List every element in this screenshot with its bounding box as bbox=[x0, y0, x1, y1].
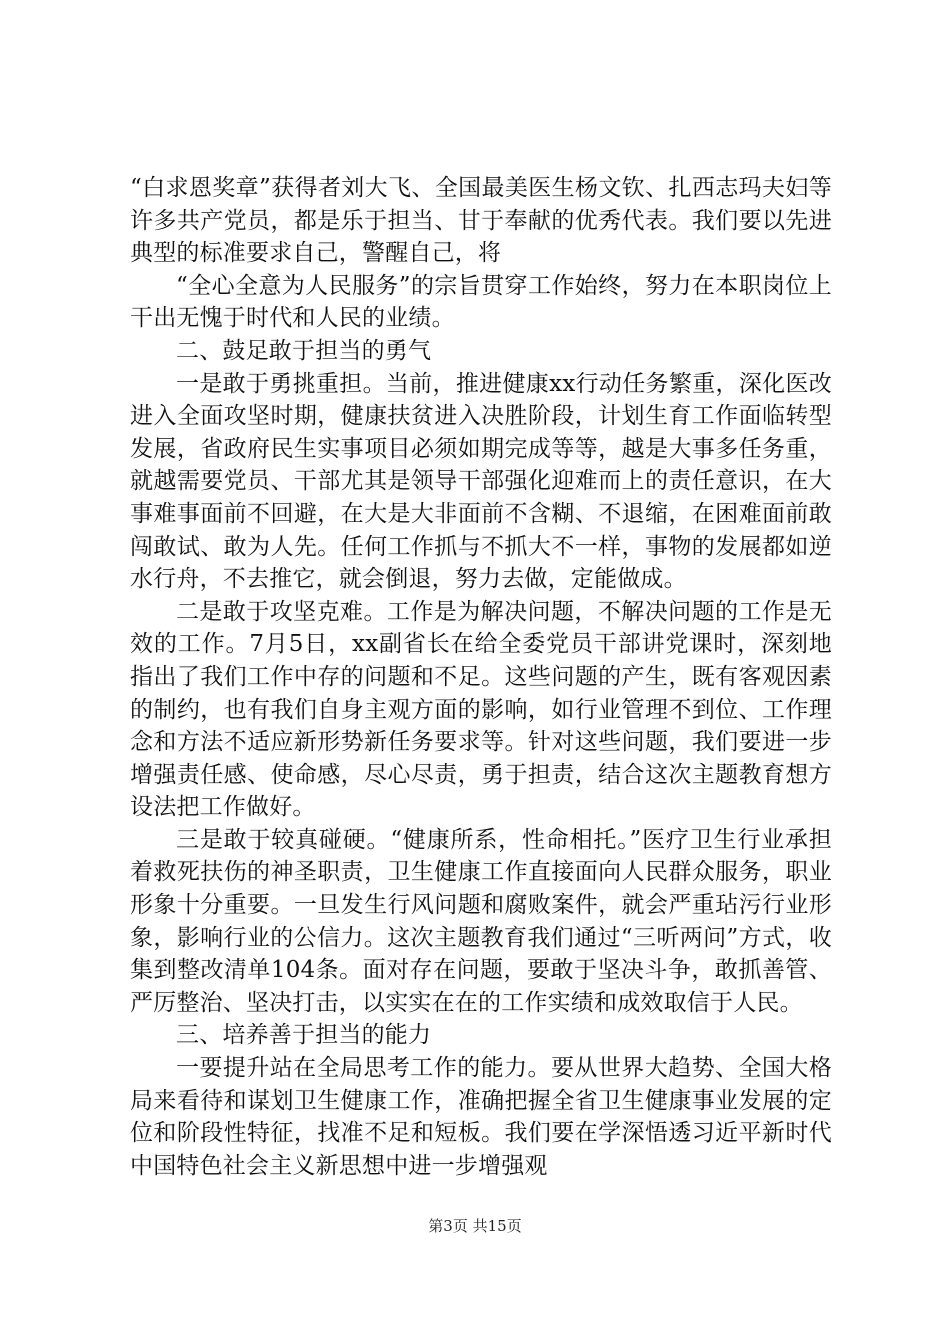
paragraph-point-one: 一是敢于勇挑重担。当前，推进健康xx行动任务繁重，深化医改进入全面攻坚时期，健康扶贫进入决胜阶段，计划生育工作面临转型发展，省政府民生实事项目必须如期完成等等，越是大事多任务重，就越需要党员、干部尤其是领导干部强化迎难而上的责任意识，在大事难事面前不回避，在大是大非面前不含糊、不退缩，在困难面前敢闯敢试、敢为人先。任何工作抓与不抓大不一样，事物的发展都如逆水行舟，不去推它，就会倒退，努力去做，定能做成。 bbox=[130, 370, 832, 593]
document-body bbox=[130, 172, 832, 1182]
paragraph-continuation: “白求恩奖章”获得者刘大飞、全国最美医生杨文钦、扎西志玛夫妇等许多共产党员，都是乐于担当、甘于奉献的优秀代表。我们要以先进典型的标准要求自己，警醒自己，将 bbox=[130, 175, 832, 267]
paragraph-quote-continuation: “全心全意为人民服务”的宗旨贯穿工作始终，努力在本职岗位上干出无愧于时代和人民的业绩。 bbox=[130, 272, 832, 332]
section-heading-courage: 二、鼓足敢于担当的勇气 bbox=[176, 337, 432, 364]
page-footer: 第3页 共15页 bbox=[428, 1217, 522, 1235]
paragraph-point-two: 二是敢于攻坚克难。工作是为解决问题，不解决问题的工作是无效的工作。7月5日，xx副省长在给全委党员干部讲党课时，深刻地指出了我们工作中存的问题和不足。这些问题的产生，既有客观因素的制约，也有我们自身主观方面的影响，如行业管理不到位、工作理念和方法不适应新形势新任务要求等。针对这些问题，我们要进一步增强责任感、使命感，尽心尽责，勇于担责，结合这次主题教育想方设法把工作做好。 bbox=[130, 598, 832, 821]
paragraph-ability-one: 一要提升站在全局思考工作的能力。要从世界大趋势、全国大格局来看待和谋划卫生健康工作，准确把握全省卫生健康事业发展的定位和阶段性特征，找准不足和短板。我们要在学深悟透习近平新时代中国特色社会主义新思想中进一步增强观 bbox=[130, 1055, 832, 1179]
paragraph-point-three: 三是敢于较真碰硬。“健康所系，性命相托。”医疗卫生行业承担着救死扶伤的神圣职责，卫生健康工作直接面向人民群众服务，职业形象十分重要。一旦发生行风问题和腐败案件，就会严重玷污行业形象，影响行业的公信力。这次主题教育我们通过“三听两问”方式，收集到整改清单104条。面对存在问题，要敢于坚决斗争，敢抓善管、严厉整治、坚决打击，以实实在在的工作实绩和成效取信于人民。 bbox=[130, 826, 832, 1016]
section-heading-ability: 三、培养善于担当的能力 bbox=[176, 1022, 432, 1049]
